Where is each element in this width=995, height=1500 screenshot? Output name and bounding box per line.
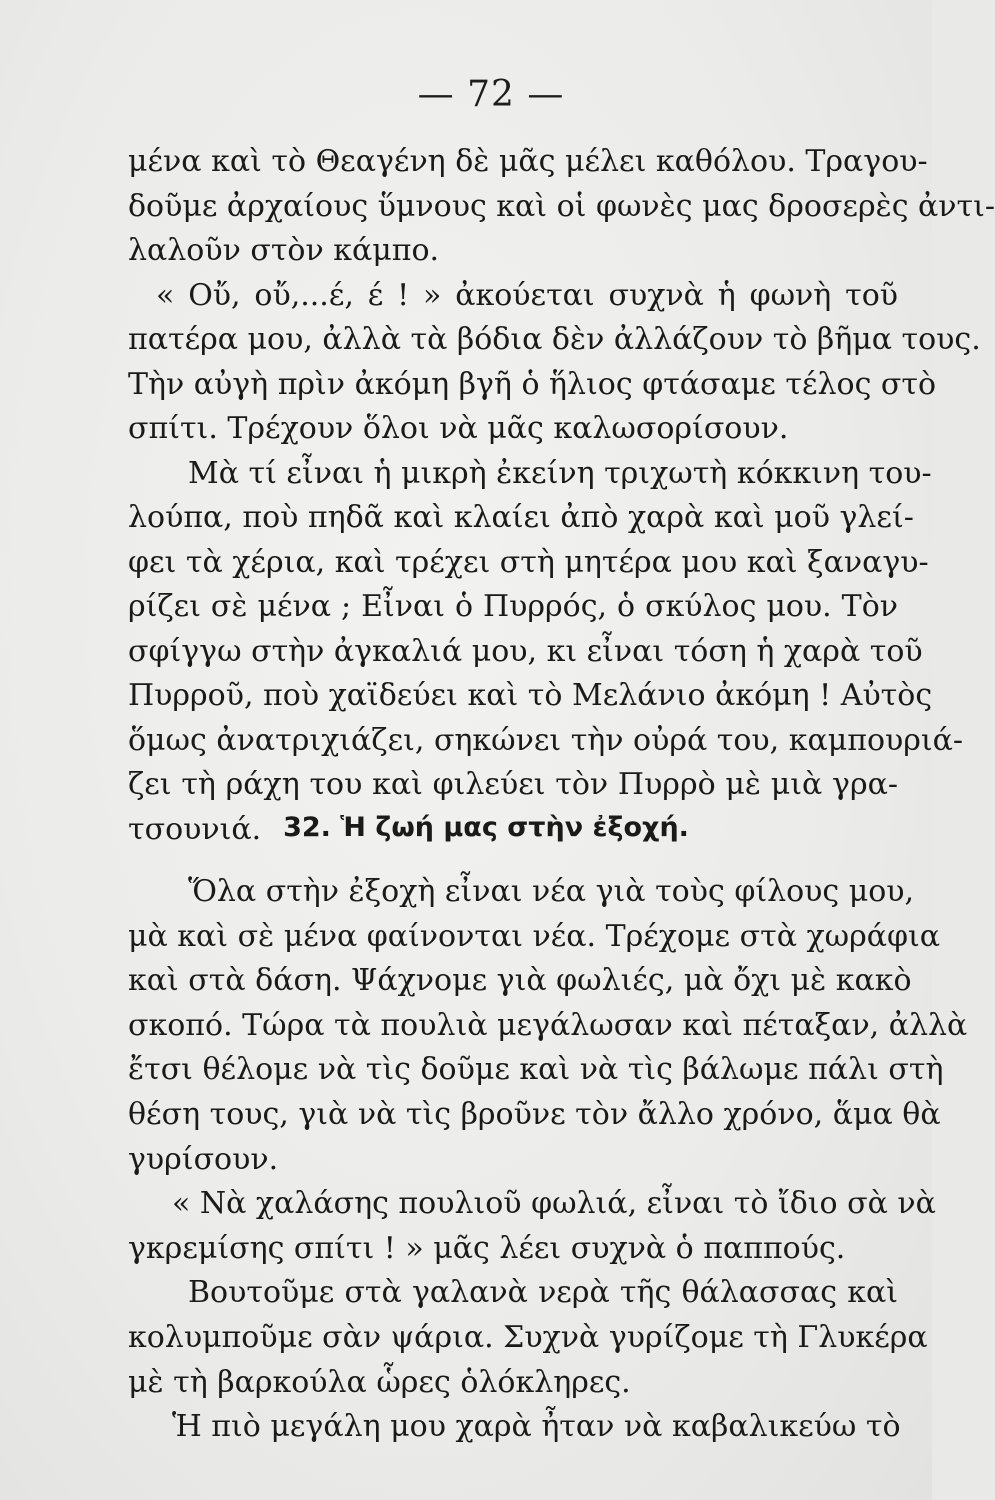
text-line: μὲ τὴ βαρκούλα ὧρες ὁλόκληρες. (128, 1364, 631, 1400)
text-line: « Νὰ χαλάσης πουλιοῦ φωλιά, εἶναι τὸ ἴδιο σὰ νὰ (172, 1186, 936, 1222)
text-line: θέση τους, γιὰ νὰ τὶς βροῦνε τὸν ἄλλο χρόνο, ἅμα θὰ (128, 1096, 941, 1132)
text-line: ἔτσι θέλομε νὰ τὶς δοῦμε καὶ νὰ τὶς βάλωμε πάλι στὴ (128, 1052, 944, 1088)
text-line: γυρίσουν. (128, 1141, 279, 1177)
text-line: μὰ καὶ σὲ μένα φαίνονται νέα. Τρέχομε στὰ χωράφια (128, 918, 941, 954)
text-line: δοῦμε ἀρχαίους ὕμνους καὶ οἱ φωνὲς μας δροσερὲς ἀντι- (128, 188, 995, 224)
text-line: πατέρα μου, ἀλλὰ τὰ βόδια δὲν ἀλλάζουν τὸ βῆμα τους. (128, 322, 981, 357)
text-line: σκοπό. Τώρα τὰ πουλιὰ μεγάλωσαν καὶ πέταξαν, ἀλλὰ (128, 1007, 968, 1043)
text-line: λαλοῦν στὸν κάμπο. (128, 233, 440, 268)
text-line: σπίτι. Τρέχουν ὅλοι νὰ μᾶς καλωσορίσουν. (128, 411, 789, 446)
text-block-2 (128, 870, 968, 1450)
text-block-1 (128, 140, 995, 852)
text-line: Ὅλα στὴν ἐξοχὴ εἶναι νέα γιὰ τοὺς φίλους μου, (188, 874, 915, 909)
text-line: γκρεμίσης σπίτι ! » μᾶς λέει συχνὰ ὁ παππούς. (128, 1230, 846, 1266)
text-line: Βουτοῦμε στὰ γαλανὰ νερὰ τῆς θάλασσας καὶ (188, 1275, 898, 1311)
page-number: — 72 — (417, 74, 565, 115)
text-line: φει τὰ χέρια, καὶ τρέχει στὴ μητέρα μου καὶ ξαναγυ- (128, 544, 929, 580)
text-line: λούπα, ποὺ πηδᾶ καὶ κλαίει ἀπὸ χαρὰ καὶ μοῦ γλεί- (128, 500, 914, 535)
section-heading: 32. Ἡ ζωή μας στὴν ἐξοχή. (283, 812, 689, 843)
text-line: « Οὔ, οὔ,...έ, έ ! » ἀκούεται συχνὰ ἡ φωνὴ τοῦ (156, 277, 898, 313)
text-line: Πυρροῦ, ποὺ χαϊδεύει καὶ τὸ Μελάνιο ἀκόμη ! Αὐτὸς (128, 678, 933, 713)
text-line: ρίζει σὲ μένα ; Εἶναι ὁ Πυρρός, ὁ σκύλος μου. Τὸν (128, 589, 898, 624)
text-line: σφίγγω στὴν ἀγκαλιά μου, κι εἶναι τόση ἡ χαρὰ τοῦ (128, 633, 923, 669)
text-line: καὶ στὰ δάση. Ψάχνομε γιὰ φωλιές, μὰ ὄχι μὲ κακὸ (128, 963, 912, 999)
text-line: ζει τὴ ράχη του καὶ φιλεύει τὸν Πυρρὸ μὲ μιὰ γρα- (128, 767, 898, 802)
text-line: Τὴν αὐγὴ πρὶν ἀκόμη βγῆ ὁ ἥλιος φτάσαμε τέλος στὸ (128, 366, 937, 402)
text-line: Ἡ πιὸ μεγάλη μου χαρὰ ἦταν νὰ καβαλικεύω τὸ (172, 1409, 901, 1445)
text-line: τσουνιά. (128, 811, 262, 847)
text-line: ὅμως ἀνατριχιάζει, σηκώνει τὴν οὐρά του, καμπουριά- (128, 722, 964, 758)
text-line: μένα καὶ τὸ Θεαγένη δὲ μᾶς μέλει καθόλου. Τραγου- (128, 144, 928, 179)
text-line: κολυμποῦμε σὰν ψάρια. Συχνὰ γυρίζομε τὴ Γλυκέρα (128, 1319, 928, 1355)
text-line: Μὰ τί εἶναι ἡ μικρὴ ἐκείνη τριχωτὴ κόκκινη του- (188, 455, 932, 491)
